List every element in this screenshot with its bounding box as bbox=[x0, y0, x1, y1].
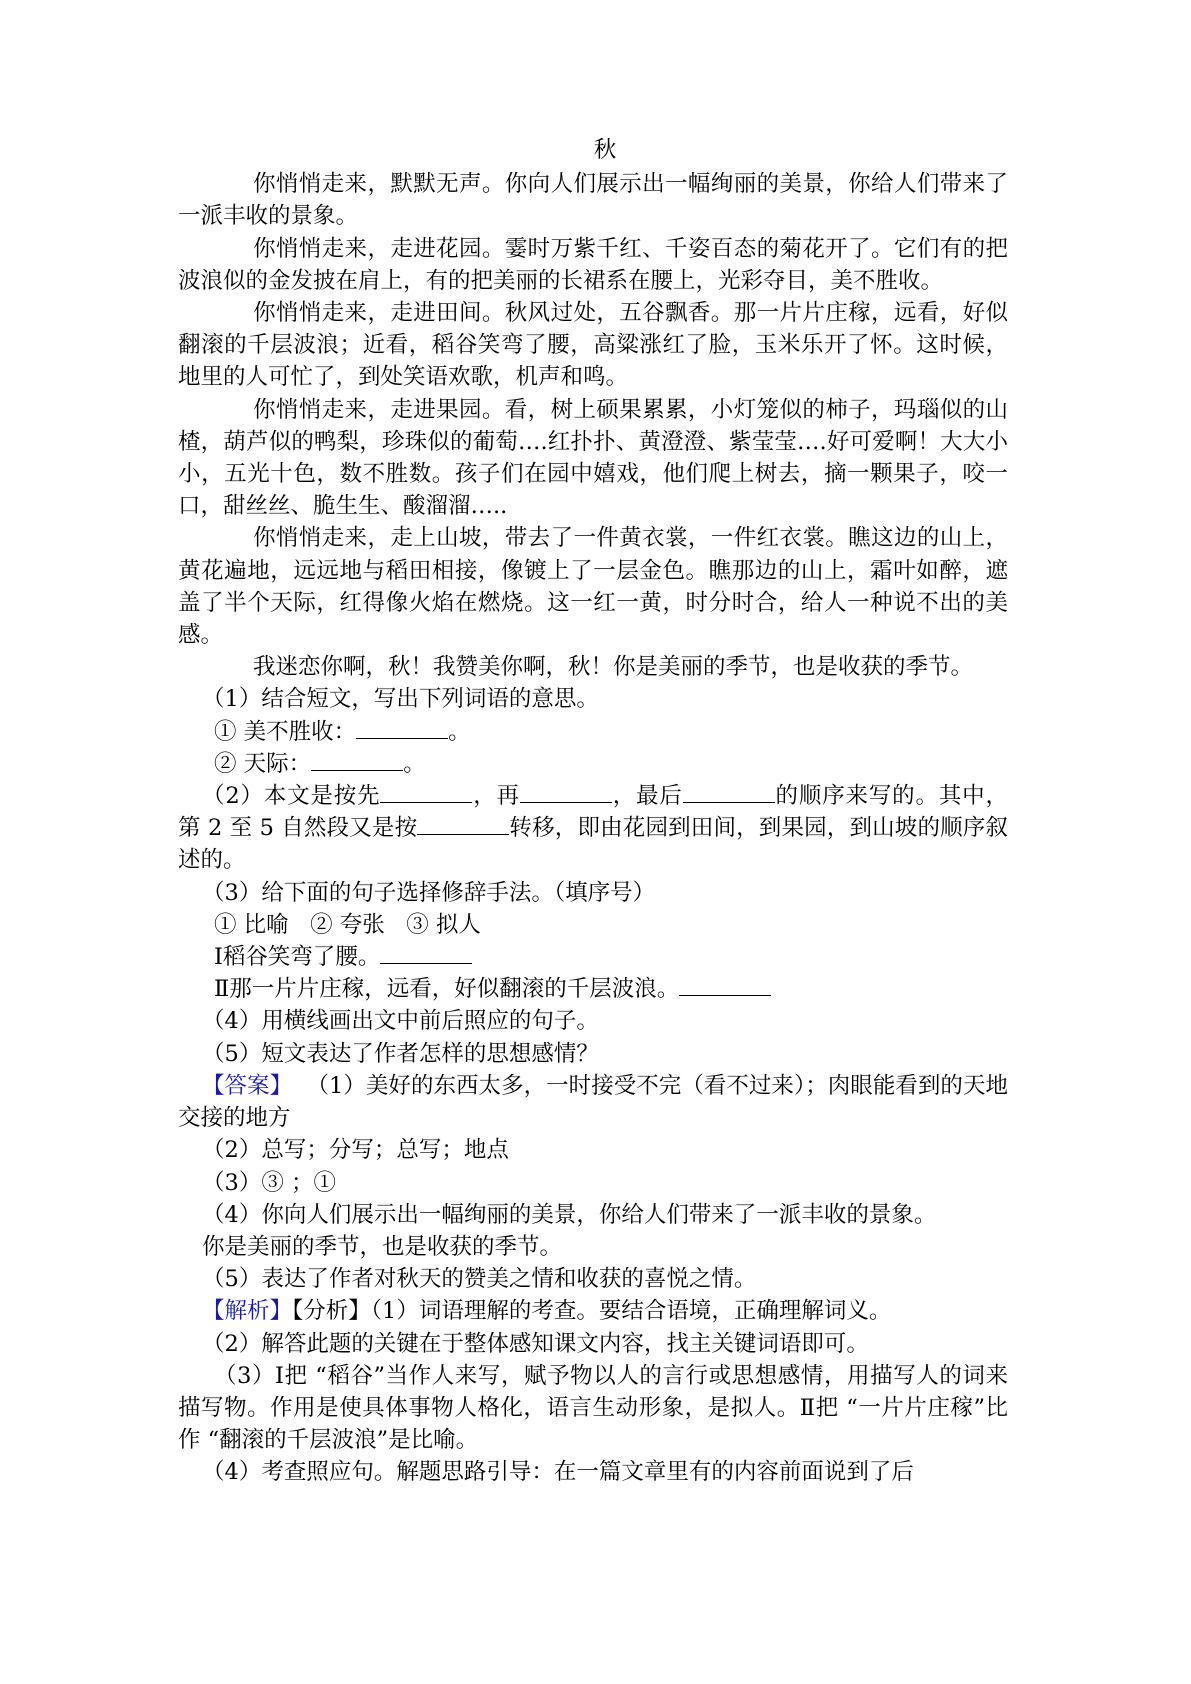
question-3: （3）给下面的句子选择修辞手法。（填序号） bbox=[202, 879, 656, 906]
answer-1: （1）美好的东西太多，一时接受不完（看不过来）；肉眼能看到的天地交接的地方 bbox=[178, 1072, 1008, 1132]
question-3-item-i bbox=[178, 941, 1008, 973]
answer-blank bbox=[311, 748, 403, 771]
analysis-block bbox=[178, 1295, 1008, 1327]
answer-2: （2）总写；分写；总写；地点 bbox=[202, 1137, 509, 1164]
document-page bbox=[178, 134, 1008, 1489]
question-1: （1）结合短文，写出下列词语的意思。 bbox=[202, 686, 599, 713]
answer-blank bbox=[683, 780, 775, 803]
question-1-item-a bbox=[178, 716, 1008, 748]
passage-paragraph-5: 你悄悄走来，走上山坡，带去了一件黄衣裳，一件红衣裳。瞧这边的山上，黄花遍地，远远地与稻田相接，像镀上了一层金色。瞧那边的山上，霜叶如醉，遮盖了半个天际，红得像火焰在燃烧。这一红一黄，时分时合，给人一种说不出的美感。 bbox=[178, 525, 1008, 649]
question-5: （5）短文表达了作者怎样的思想感情？ bbox=[202, 1040, 599, 1067]
question-2-part-5: 转移，即由花园到田间，到果园，到山坡的顺序叙述的。 bbox=[178, 815, 1008, 874]
punctuation: 。 bbox=[403, 750, 426, 777]
question-1-item-b-label: ② 天际： bbox=[214, 750, 312, 777]
answer-blank bbox=[356, 716, 448, 739]
question-3-options: ① 比喻 ② 夸张 ③ 拟人 bbox=[214, 911, 481, 938]
passage-paragraph-4: 你悄悄走来，走进果园。看，树上硕果累累，小灯笼似的柿子，玛瑙似的山楂，葫芦似的鸭梨，珍珠似的葡萄….红扑扑、黄澄澄、紫莹莹….好可爱啊！大大小小，五光十色，数不胜数。孩子们在园中嬉戏，他们爬上树去，摘一颗果子，咬一口，甜丝丝、脆生生、酸溜溜….. bbox=[178, 396, 1008, 520]
analysis-4: （4）考查照应句。解题思路引导：在一篇文章里有的内容前面说到了后 bbox=[202, 1459, 914, 1486]
question-2-part-1: （2）本文是按先 bbox=[202, 783, 381, 810]
answer-3: （3）③ ；① bbox=[202, 1169, 336, 1196]
answer-tag: 【答案】 bbox=[202, 1072, 293, 1099]
analysis-3: （3）Ⅰ把 “稻谷”当作人来写，赋予物以人的言行或思想感情，用描写人的词来描写物。作用是使具体事物人格化，语言生动形象，是拟人。Ⅱ把 “一片片庄稼”比作 “翻滚的千层波浪”是比喻。 bbox=[178, 1362, 1008, 1454]
answer-blank bbox=[380, 941, 472, 964]
question-2 bbox=[178, 780, 1008, 877]
question-3-item-i-text: Ⅰ稻谷笑弯了腰。 bbox=[214, 944, 381, 971]
question-3-item-ii-text: Ⅱ那一片片庄稼，远看，好似翻滚的千层波浪。 bbox=[214, 976, 680, 1003]
question-2-part-4: 的顺序来写的。其中，第 2 至 5 自然段又是按 bbox=[178, 783, 1008, 842]
analysis-2: （2）解答此题的关键在于整体感知课文内容，找主关键词语即可。 bbox=[202, 1330, 869, 1357]
passage-paragraph-6: 我迷恋你啊，秋！我赞美你啊，秋！你是美丽的季节，也是收获的季节。 bbox=[253, 654, 974, 681]
question-4: （4）用横线画出文中前后照应的句子。 bbox=[202, 1008, 599, 1035]
analysis-tag: 【解析】 bbox=[202, 1298, 293, 1325]
question-1-item-b bbox=[178, 748, 1008, 780]
answer-blank bbox=[520, 780, 612, 803]
answer-block bbox=[178, 1070, 1008, 1134]
answer-5: （5）表达了作者对秋天的赞美之情和收获的喜悦之情。 bbox=[202, 1266, 757, 1293]
answer-blank bbox=[679, 973, 771, 996]
question-3-item-ii bbox=[178, 973, 1008, 1005]
answer-blank bbox=[380, 780, 472, 803]
answer-4: （4）你向人们展示出一幅绚丽的美景，你给人们带来了一派丰收的景象。 bbox=[202, 1201, 937, 1228]
answer-4-continued: 你是美丽的季节，也是收获的季节。 bbox=[202, 1233, 563, 1260]
question-2-part-2: ，再 bbox=[472, 783, 520, 810]
passage-paragraph-3: 你悄悄走来，走进田间。秋风过处，五谷飘香。那一片片庄稼，远看，好似翻滚的千层波浪；近看，稻谷笑弯了腰，高粱涨红了脸，玉米乐开了怀。这时候，地里的人可忙了，到处笑语欢歌，机声和鸣。 bbox=[178, 300, 1008, 391]
question-1-item-a-label: ① 美不胜收： bbox=[214, 718, 357, 745]
analysis-1: 【分析】（1）词语理解的考查。要结合语境，正确理解词义。 bbox=[292, 1298, 892, 1325]
punctuation: 。 bbox=[448, 718, 471, 745]
answer-blank bbox=[417, 812, 509, 835]
passage-paragraph-2: 你悄悄走来，走进花园。霎时万紫千红、千姿百态的菊花开了。它们有的把波浪似的金发披在肩上，有的把美丽的长裙系在腰上，光彩夺目，美不胜收。 bbox=[178, 235, 1008, 294]
passage-paragraph-1: 你悄悄走来，默默无声。你向人们展示出一幅绚丽的美景，你给人们带来了一派丰收的景象。 bbox=[178, 171, 1008, 230]
question-2-part-3: ，最后 bbox=[611, 783, 683, 810]
page-title: 秋 bbox=[593, 137, 617, 163]
